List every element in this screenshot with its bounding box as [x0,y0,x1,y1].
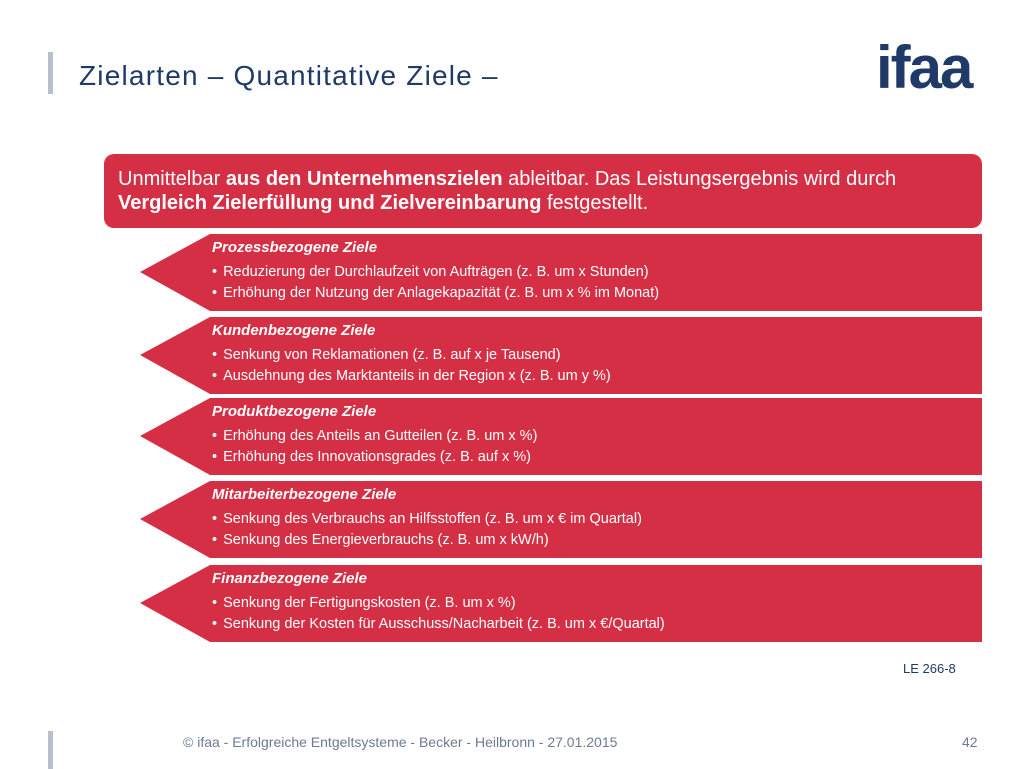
goal-item [140,565,982,642]
goal-bullet-list [212,345,611,387]
intro-segment: Unmittelbar [118,168,226,190]
goal-item-content [212,485,642,551]
intro-box [104,154,982,228]
goal-bullet: • Ausdehnung des Marktanteils in der Region x (z. B. um y %) [212,366,611,387]
goal-item [140,234,982,311]
header-accent-bar [48,52,53,94]
goal-bullet-list [212,262,659,304]
goal-bullet-list [212,593,665,635]
goal-bullet-list [212,509,642,551]
goal-item-title: Prozessbezogene Ziele [212,239,378,256]
intro-emphasis: aus den Unternehmenszielen [225,168,503,190]
goal-bullet: • Senkung von Reklamationen (z. B. auf x je Tausend) [212,345,611,366]
goal-item-content [212,569,665,635]
intro-segment: festgestellt. [541,192,649,214]
slide-reference: LE 266-8 [903,661,956,676]
goal-bullet: • Senkung der Fertigungskosten (z. B. um x %) [212,593,665,614]
goal-item-title: Mitarbeiterbezogene Ziele [212,486,397,503]
goal-bullet-list [212,426,537,468]
goal-item [140,398,982,475]
goal-item [140,481,982,558]
intro-segment: ableitbar. Das Leistungsergebnis wird durch [502,168,897,190]
goal-item-title: Produktbezogene Ziele [212,403,377,420]
goal-item-title: Kundenbezogene Ziele [212,322,376,339]
goal-bullet: • Senkung der Kosten für Ausschuss/Nacharbeit (z. B. um x €/Quartal) [212,614,665,635]
page-number: 42 [962,734,978,750]
goal-bullet: • Senkung des Verbrauchs an Hilfsstoffen (z. B. um x € im Quartal) [212,509,642,530]
goal-item-content [212,402,537,468]
goal-item-content [212,321,611,387]
slide-title: Zielarten – Quantitative Ziele – [79,60,499,91]
goal-bullet: • Erhöhung des Anteils an Gutteilen (z. B. um x %) [212,426,537,447]
footer-accent-bar [48,731,53,769]
goal-bullet: • Erhöhung der Nutzung der Anlagekapazität (z. B. um x % im Monat) [212,283,659,304]
goal-item [140,317,982,394]
intro-emphasis: Vergleich Zielerfüllung und Zielvereinbarung [118,192,542,214]
footer-text: © ifaa - Erfolgreiche Entgeltsysteme - Becker - Heilbronn - 27.01.2015 [183,734,618,750]
intro-text [118,168,896,214]
ifaa-logo: ifaa [876,34,972,101]
goal-bullet: • Senkung des Energieverbrauchs (z. B. um x kW/h) [212,530,642,551]
goal-bullet: • Reduzierung der Durchlaufzeit von Aufträgen (z. B. um x Stunden) [212,262,659,283]
goal-item-title: Finanzbezogene Ziele [212,570,368,587]
goal-bullet: • Erhöhung des Innovationsgrades (z. B. auf x %) [212,447,537,468]
goal-item-content [212,238,659,304]
